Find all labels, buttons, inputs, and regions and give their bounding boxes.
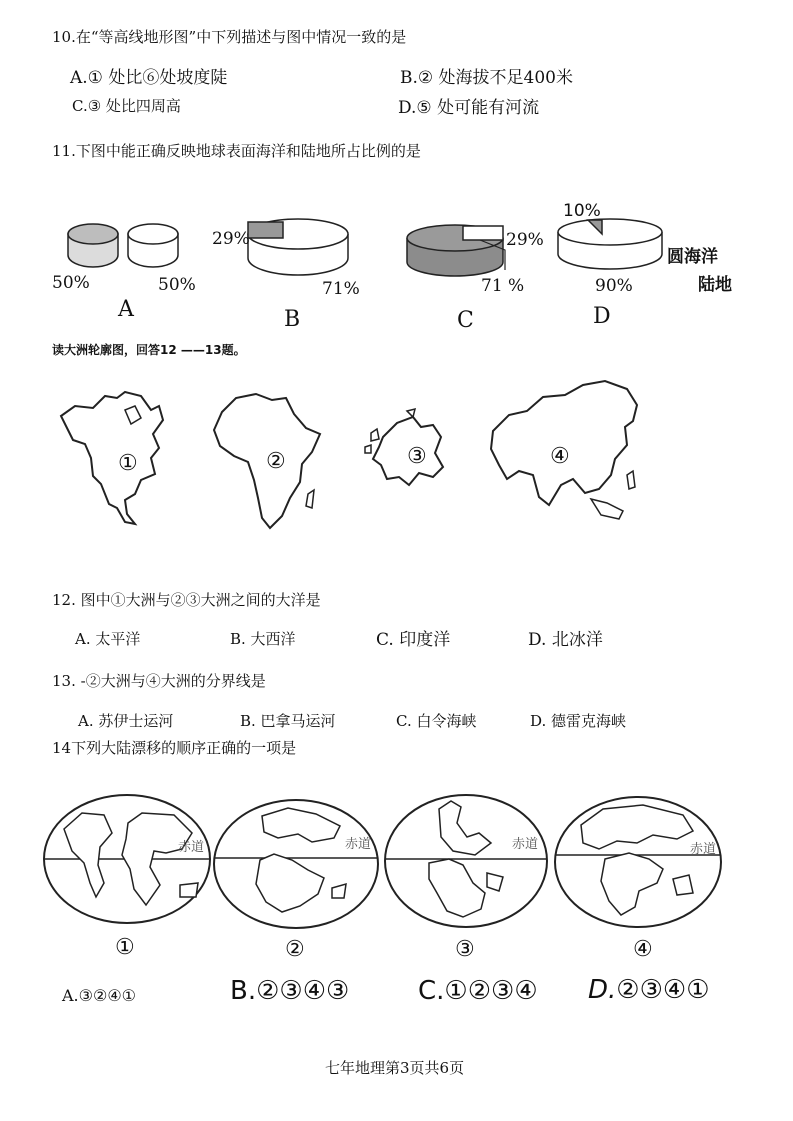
pie-a-right-label: 50% [158, 275, 196, 295]
q14-stem: 14下列大陆漂移的顺序正确的一项是 [52, 739, 297, 757]
legend-land: 陆地 [698, 275, 732, 295]
q12-option-a: A. 太平洋 [75, 630, 141, 648]
pie-b-large-label: 71% [322, 279, 360, 299]
pie-d-letter: D [593, 304, 611, 329]
continents-intro: 读大洲轮廓图，回答12 ——13题。 [52, 343, 246, 357]
pie-chart-d [556, 218, 666, 273]
q10-option-c: C.③ 处比四周高 [72, 97, 181, 115]
pie-b-small-label: 29% [212, 229, 250, 249]
globe-label-4: ④ [633, 937, 653, 962]
q12-option-c: C. 印度洋 [376, 630, 451, 650]
q14-option-a: A.③②④① [62, 986, 137, 1005]
continent-label-1: ① [118, 451, 138, 476]
globe-3 [383, 793, 549, 929]
pie-chart-a [65, 222, 185, 272]
pie-b-letter: B [284, 307, 301, 332]
q10-stem: 10.在“等高线地形图”中下列描述与图中情况一致的是 [52, 28, 407, 46]
globe-4-equator-label: 赤道 [690, 842, 717, 857]
pie-d-small-label: 10% [563, 201, 601, 221]
pie-a-letter: A [118, 297, 134, 322]
q12-option-d: D. 北冰洋 [528, 630, 603, 650]
continent-label-4: ④ [550, 444, 570, 469]
pie-c-small-label: 29% [506, 230, 544, 250]
pie-c-letter: C [457, 308, 474, 333]
globe-1 [42, 793, 212, 925]
q13-stem: 13. -②大洲与④大洲的分界线是 [52, 672, 266, 690]
q10-option-d: D.⑤ 处可能有河流 [398, 98, 540, 118]
globe-4 [553, 795, 723, 929]
globe-1-equator-label: 赤道 [178, 840, 205, 855]
q14-option-d: D.②③④① [588, 975, 710, 1005]
q13-option-b: B. 巴拿马运河 [240, 712, 336, 730]
pie-chart-b [238, 218, 358, 278]
q11-stem: 11.下图中能正确反映地球表面海洋和陆地所占比例的是 [52, 142, 421, 160]
q10-option-a: A.① 处比⑥处坡度陡 [70, 68, 228, 88]
q10-option-b: B.② 处海拔不足400米 [400, 68, 573, 88]
q13-option-a: A. 苏伊士运河 [78, 712, 174, 730]
continent-label-3: ③ [407, 444, 427, 469]
globe-label-3: ③ [455, 937, 475, 962]
north-america-map [55, 388, 175, 528]
q14-option-c: C.①②③④ [418, 976, 538, 1006]
globe-label-2: ② [285, 937, 305, 962]
legend-ocean: 圆海洋 [667, 247, 718, 267]
q12-stem: 12. 图中①大洲与②③大洲之间的大洋是 [52, 591, 321, 609]
globe-2 [212, 798, 380, 930]
q14-option-b: B.②③④③ [230, 976, 350, 1006]
pie-a-left-label: 50% [52, 273, 90, 293]
globe-3-equator-label: 赤道 [512, 837, 539, 852]
q13-option-d: D. 德雷克海峡 [530, 712, 627, 730]
continent-label-2: ② [266, 449, 286, 474]
pie-d-large-label: 90% [595, 276, 633, 296]
globe-2-equator-label: 赤道 [345, 837, 372, 852]
pie-c-large-label: 71 % [481, 276, 525, 296]
q12-option-b: B. 大西洋 [230, 630, 296, 648]
q13-option-c: C. 白令海峡 [396, 712, 477, 730]
globe-label-1: ① [115, 935, 135, 960]
page-footer: 七年地理第3页共6页 [325, 1059, 465, 1077]
